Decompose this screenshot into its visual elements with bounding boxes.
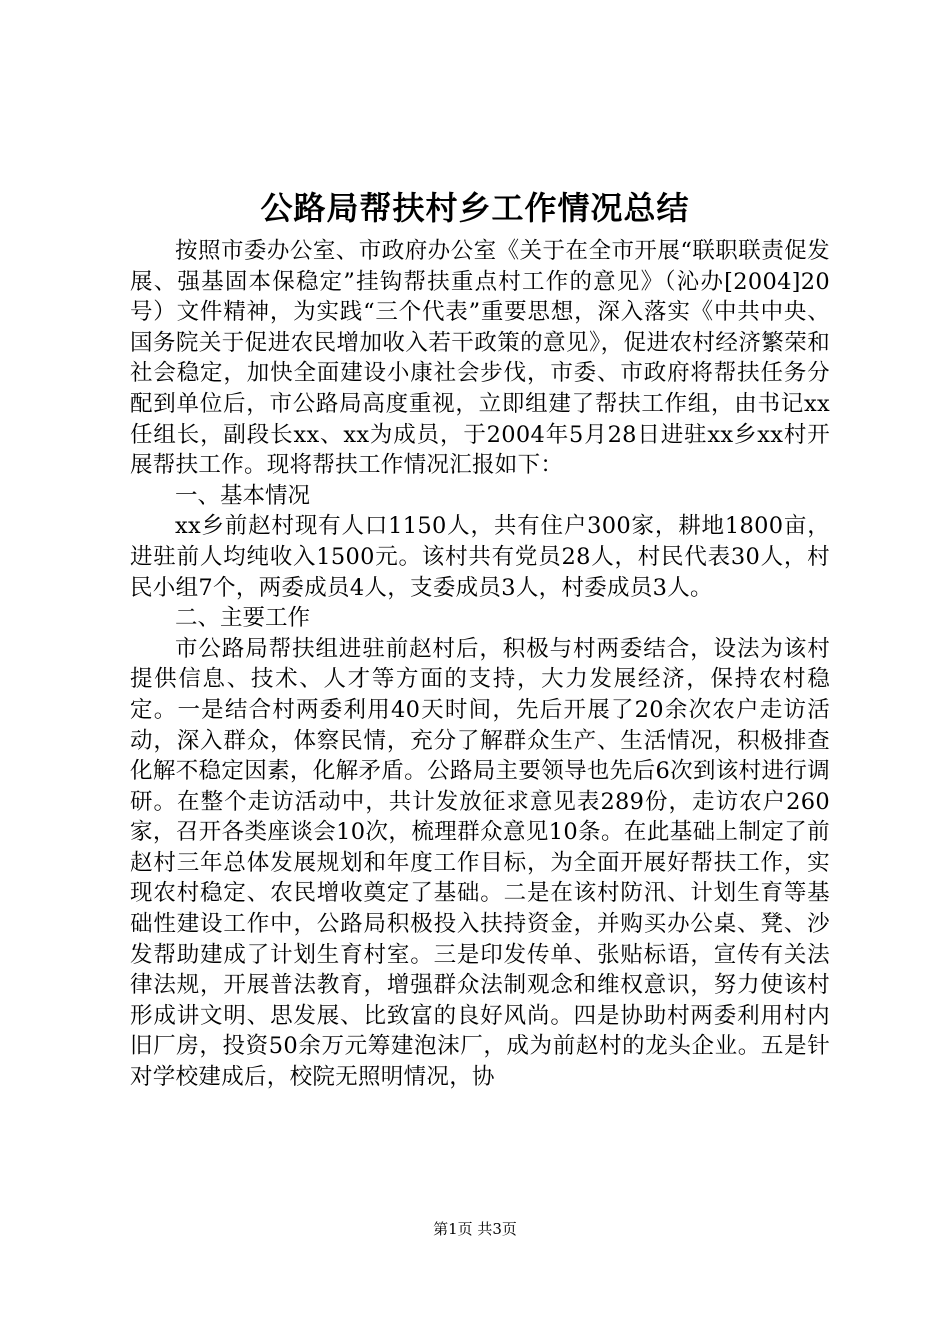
basic-situation-paragraph: xx乡前赵村现有人口1150人，共有住户300家，耕地1800亩，进驻前人均纯收入1500元。该村共有党员28人，村民代表30人，村民小组7个，两委成员4人，支委成员3人，村委成员3人。 (130, 513, 830, 601)
main-work-paragraph: 市公路局帮扶组进驻前赵村后，积极与村两委结合，设法为该村提供信息、技术、人才等方面的支持，大力发展经济，保持农村稳定。一是结合村两委利用40天时间，先后开展了20余次农户走访活动，深入群众，体察民情，充分了解群众生产、生活情况，积极排查化解不稳定因素，化解矛盾。公路局主要领导也先后6次到该村进行调研。在整个走访活动中，共计发放征求意见表289份，走访农户260家，召开各类座谈会10次，梳理群众意见10条。在此基础上制定了前赵村三年总体发展规划和年度工作目标，为全面开展好帮扶工作，实现农村稳定、农民增收奠定了基础。二是在该村防汛、计划生育等基础性建设工作中，公路局积极投入扶持资金，并购买办公桌、凳、沙发帮助建成了计划生育村室。三是印发传单、张贴标语，宣传有关法律法规，开展普法教育，增强群众法制观念和维权意识，努力使该村形成讲文明、思发展、比致富的良好风尚。四是协助村两委利用村内旧厂房，投资50余万元筹建泡沫厂，成为前赵村的龙头企业。五是针对学校建成后，校院无照明情况，协 (130, 635, 830, 1091)
page-footer: 第1页 共3页 (433, 1220, 517, 1238)
section-heading-basic-situation: 一、基本情况 (175, 482, 311, 509)
document-title: 公路局帮扶村乡工作情况总结 (260, 189, 690, 227)
intro-paragraph: 按照市委办公室、市政府办公室《关于在全市开展“联职联责促发展、强基固本保稳定”挂钩帮扶重点村工作的意见》（沁办[2004]20号）文件精神，为实践“三个代表”重要思想，深入落实《中共中央、国务院关于促进农民增加收入若干政策的意见》，促进农村经济繁荣和社会稳定，加快全面建设小康社会步伐，市委、市政府将帮扶任务分配到单位后，市公路局高度重视，立即组建了帮扶工作组，由书记xx任组长，副段长xx、xx为成员，于2004年5月28日进驻xx乡xx村开展帮扶工作。现将帮扶工作情况汇报如下： (130, 238, 830, 479)
document-body (130, 236, 830, 1093)
section-heading-main-work: 二、主要工作 (175, 605, 311, 632)
